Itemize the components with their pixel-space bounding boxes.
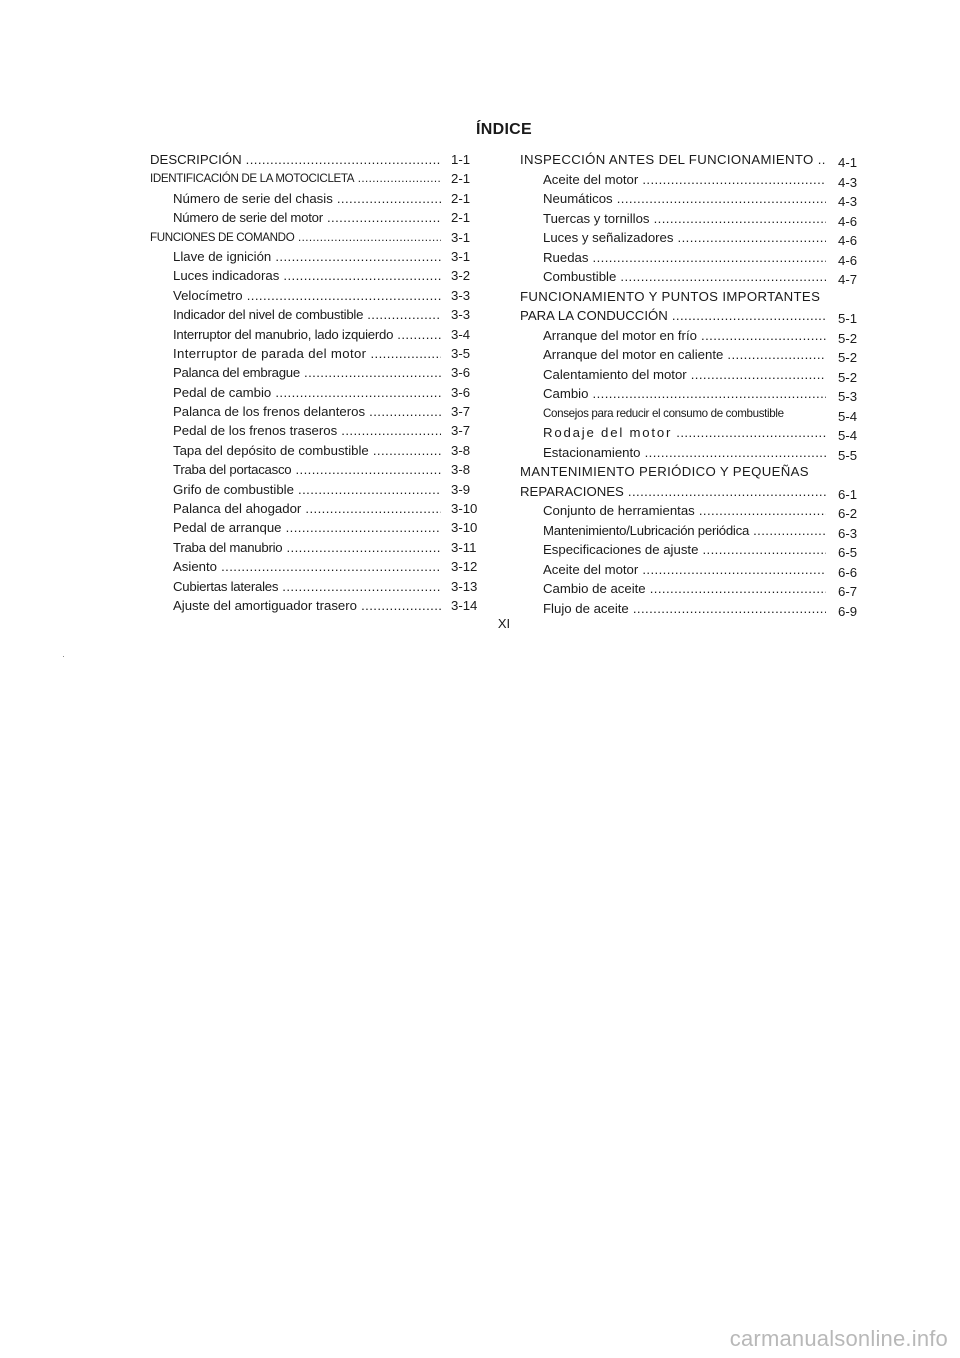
toc-entry-title: Arranque del motor en caliente ..... xyxy=(520,345,826,365)
toc-entry-title: Rodaje del motor ..... xyxy=(520,423,826,443)
toc-entry-title: Calentamiento del motor ..... xyxy=(520,365,826,385)
toc-entry-title: IDENTIFICACIÓN DE LA MOTOCICLETA ..... xyxy=(150,169,441,188)
toc-entry-page: 5-3 xyxy=(838,389,858,404)
toc-entry xyxy=(520,267,862,287)
toc-entry-page: 3-14 xyxy=(451,597,478,613)
toc-entry xyxy=(150,266,485,285)
toc-entry xyxy=(520,540,862,560)
page-title: ÍNDICE xyxy=(475,121,533,138)
toc-entry xyxy=(150,480,485,499)
toc-entry-title: Ajuste del amortiguador trasero ..... xyxy=(150,596,441,615)
toc-entry xyxy=(150,557,485,576)
toc-entry-title: Velocímetro ..... xyxy=(150,286,441,305)
toc-entry xyxy=(150,518,485,537)
toc-entry xyxy=(150,577,485,596)
toc-entry xyxy=(520,579,862,599)
toc-entry-page: 3-7 xyxy=(451,423,471,439)
toc-entry-page: 5-2 xyxy=(838,369,858,385)
toc-entry-page: 3-11 xyxy=(451,539,477,555)
toc-entry xyxy=(150,305,485,324)
toc-entry xyxy=(150,596,485,615)
toc-entry-page: 5-4 xyxy=(838,408,858,424)
toc-entry-title: Arranque del motor en frío ..... xyxy=(520,326,826,346)
toc-entry xyxy=(150,208,485,227)
toc-entry-page: 4-6 xyxy=(838,213,858,229)
toc-entry-page: 4-1 xyxy=(838,155,858,170)
toc-entry-page: 3-6 xyxy=(451,365,471,381)
toc-entry-page: 3-6 xyxy=(451,384,471,400)
toc-entry-title: Grifo de combustible ..... xyxy=(150,480,441,499)
toc-entry-page: 3-10 xyxy=(451,520,478,536)
toc-entry xyxy=(520,482,862,502)
toc-entry-title: Pedal de cambio ..... xyxy=(150,383,441,402)
toc-entry xyxy=(520,423,862,443)
toc-entry xyxy=(520,365,862,385)
toc-entry-page: 5-5 xyxy=(838,447,858,463)
toc-entry-title: Palanca de los frenos delanteros ..... xyxy=(150,402,441,421)
toc-entry-title: Luces y señalizadores ..... xyxy=(520,228,826,248)
toc-entry-title: Mantenimiento/Lubricación periódica ..... xyxy=(520,521,826,541)
toc-entry xyxy=(150,169,485,188)
toc-entry-page: 3-4 xyxy=(451,326,471,342)
toc-entry xyxy=(150,286,485,305)
toc-entry xyxy=(520,404,862,424)
toc-entry-title: Combustible ..... xyxy=(520,267,826,287)
toc-entry-page: 2-1 xyxy=(451,171,471,187)
watermark: carmanualsonline.info xyxy=(729,1326,948,1351)
toc-entry xyxy=(520,462,862,482)
toc-entry-title: REPARACIONES ..... xyxy=(520,482,826,502)
toc-entry xyxy=(520,287,862,307)
toc-entry-page: 3-2 xyxy=(451,268,471,284)
toc-entry-title: Aceite del motor ..... xyxy=(520,560,826,580)
toc-entry xyxy=(520,228,862,248)
toc-left-column xyxy=(150,150,485,615)
page-number: XI xyxy=(497,616,511,631)
toc-entry xyxy=(150,325,485,344)
toc-entry-title: Estacionamiento ..... xyxy=(520,443,826,463)
toc-entry-page: 3-3 xyxy=(451,287,471,303)
toc-entry-title: Tuercas y tornillos ..... xyxy=(520,209,826,229)
toc-entry-title: INSPECCIÓN ANTES DEL FUNCIONAMIENTO ..... xyxy=(520,150,826,170)
toc-entry xyxy=(520,326,862,346)
toc-entry-title: FUNCIONAMIENTO Y PUNTOS IMPORTANTES xyxy=(520,288,821,304)
toc-entry xyxy=(520,521,862,541)
toc-entry-page: 3-12 xyxy=(451,559,478,575)
toc-entry xyxy=(520,170,862,190)
toc-entry-title: Traba del portacasco ..... xyxy=(150,460,441,479)
toc-entry xyxy=(150,150,485,169)
toc-entry xyxy=(520,248,862,268)
toc-entry-page: 6-9 xyxy=(838,603,858,619)
toc-entry-page: 3-5 xyxy=(451,345,471,361)
toc-entry-title: Asiento ..... xyxy=(150,557,441,576)
toc-entry xyxy=(150,383,485,402)
toc-entry-title: Ruedas ..... xyxy=(520,248,826,268)
toc-entry-title: PARA LA CONDUCCIÓN ..... xyxy=(520,306,826,326)
toc-entry-title: Cambio de aceite ..... xyxy=(520,579,826,599)
toc-entry-page: 5-2 xyxy=(838,330,858,346)
toc-entry-title: Palanca del embrague ..... xyxy=(150,363,441,382)
toc-entry-page: 5-2 xyxy=(838,350,858,365)
toc-entry-title: Especificaciones de ajuste ..... xyxy=(520,540,826,560)
toc-entry-title: Cubiertas laterales ..... xyxy=(150,577,441,596)
toc-entry-page: 6-1 xyxy=(838,486,858,502)
toc-entry-title: Traba del manubrio ..... xyxy=(150,538,441,557)
toc-entry xyxy=(150,441,485,460)
toc-entry xyxy=(520,443,862,463)
toc-entry-page: 4-6 xyxy=(838,252,858,268)
toc-entry-page: 2-1 xyxy=(451,210,471,226)
toc-entry xyxy=(150,344,485,363)
toc-entry xyxy=(150,247,485,266)
toc-entry-page: 3-8 xyxy=(451,442,471,458)
toc-entry-page: 6-7 xyxy=(838,584,858,599)
toc-entry-page: 3-8 xyxy=(451,462,471,478)
toc-entry-title: Conjunto de herramientas ..... xyxy=(520,501,826,521)
toc-entry-title: Tapa del depósito de combustible ..... xyxy=(150,441,441,460)
toc-entry-title: Luces indicadoras ..... xyxy=(150,266,441,285)
toc-entry-page: 3-10 xyxy=(451,501,478,517)
toc-entry xyxy=(150,363,485,382)
toc-entry-page: 3-13 xyxy=(451,578,478,594)
toc-entry-title: DESCRIPCIÓN ..... xyxy=(150,150,441,169)
toc-entry-title: Palanca del ahogador ..... xyxy=(150,499,441,518)
toc-entry-page: 1-1 xyxy=(451,152,471,167)
toc-entry-title: Flujo de aceite ..... xyxy=(520,599,826,619)
toc-entry-title: Indicador del nivel de combustible ..... xyxy=(150,305,441,324)
toc-entry-title: Cambio ..... xyxy=(520,384,826,404)
toc-entry-page: 5-1 xyxy=(838,311,858,326)
toc-entry-title: Pedal de los frenos traseros ..... xyxy=(150,421,441,440)
toc-entry-title: Neumáticos ..... xyxy=(520,189,826,209)
toc-entry-page: 2-1 xyxy=(451,190,471,206)
toc-entry-page: 6-3 xyxy=(838,525,858,541)
toc-entry-title: Pedal de arranque ..... xyxy=(150,518,441,537)
toc-entry xyxy=(520,501,862,521)
toc-entry-page: 6-2 xyxy=(838,506,858,521)
toc-entry xyxy=(150,460,485,479)
toc-entry xyxy=(520,209,862,229)
toc-entry-title: FUNCIONES DE COMANDO ..... xyxy=(150,228,441,247)
toc-entry xyxy=(150,189,485,208)
toc-entry-title: Llave de ignición ..... xyxy=(150,247,441,266)
toc-entry-title: Consejos para reducir el consumo de combustible xyxy=(543,406,784,420)
toc-entry-title: Número de serie del motor ..... xyxy=(150,208,441,227)
toc-entry-page: 3-3 xyxy=(451,307,471,323)
toc-right-column xyxy=(520,150,862,618)
toc-entry-page: 3-1 xyxy=(451,248,471,264)
toc-entry xyxy=(150,402,485,421)
toc-entry-page: 3-7 xyxy=(451,404,471,420)
toc-entry-page: 4-3 xyxy=(838,194,858,209)
toc-entry xyxy=(520,306,862,326)
toc-entry xyxy=(150,538,485,557)
toc-entry-title: Interruptor del manubrio, lado izquierdo ..... xyxy=(150,325,441,344)
toc-entry xyxy=(150,499,485,518)
toc-entry-title: Interruptor de parada del motor ..... xyxy=(150,344,441,363)
toc-entry-page: 3-1 xyxy=(451,229,471,245)
toc-entry-page: 4-6 xyxy=(838,233,858,248)
toc-entry xyxy=(150,228,485,247)
toc-entry-page: 4-7 xyxy=(838,272,858,287)
toc-entry xyxy=(520,150,862,170)
toc-entry-page: 5-4 xyxy=(838,428,858,443)
toc-entry-title: Número de serie del chasis ..... xyxy=(150,189,441,208)
scan-speck xyxy=(63,656,64,657)
toc-entry-page: 3-9 xyxy=(451,481,471,497)
toc-entry xyxy=(150,421,485,440)
toc-entry-page: 6-6 xyxy=(838,564,858,580)
toc-entry-page: 4-3 xyxy=(838,174,858,190)
toc-entry xyxy=(520,384,862,404)
toc-entry-title: MANTENIMIENTO PERIÓDICO Y PEQUEÑAS xyxy=(520,464,809,479)
toc-entry-page: 6-5 xyxy=(838,545,858,560)
toc-entry-title: Aceite del motor ..... xyxy=(520,170,826,190)
toc-entry xyxy=(520,345,862,365)
toc-entry xyxy=(520,189,862,209)
toc-entry xyxy=(520,560,862,580)
